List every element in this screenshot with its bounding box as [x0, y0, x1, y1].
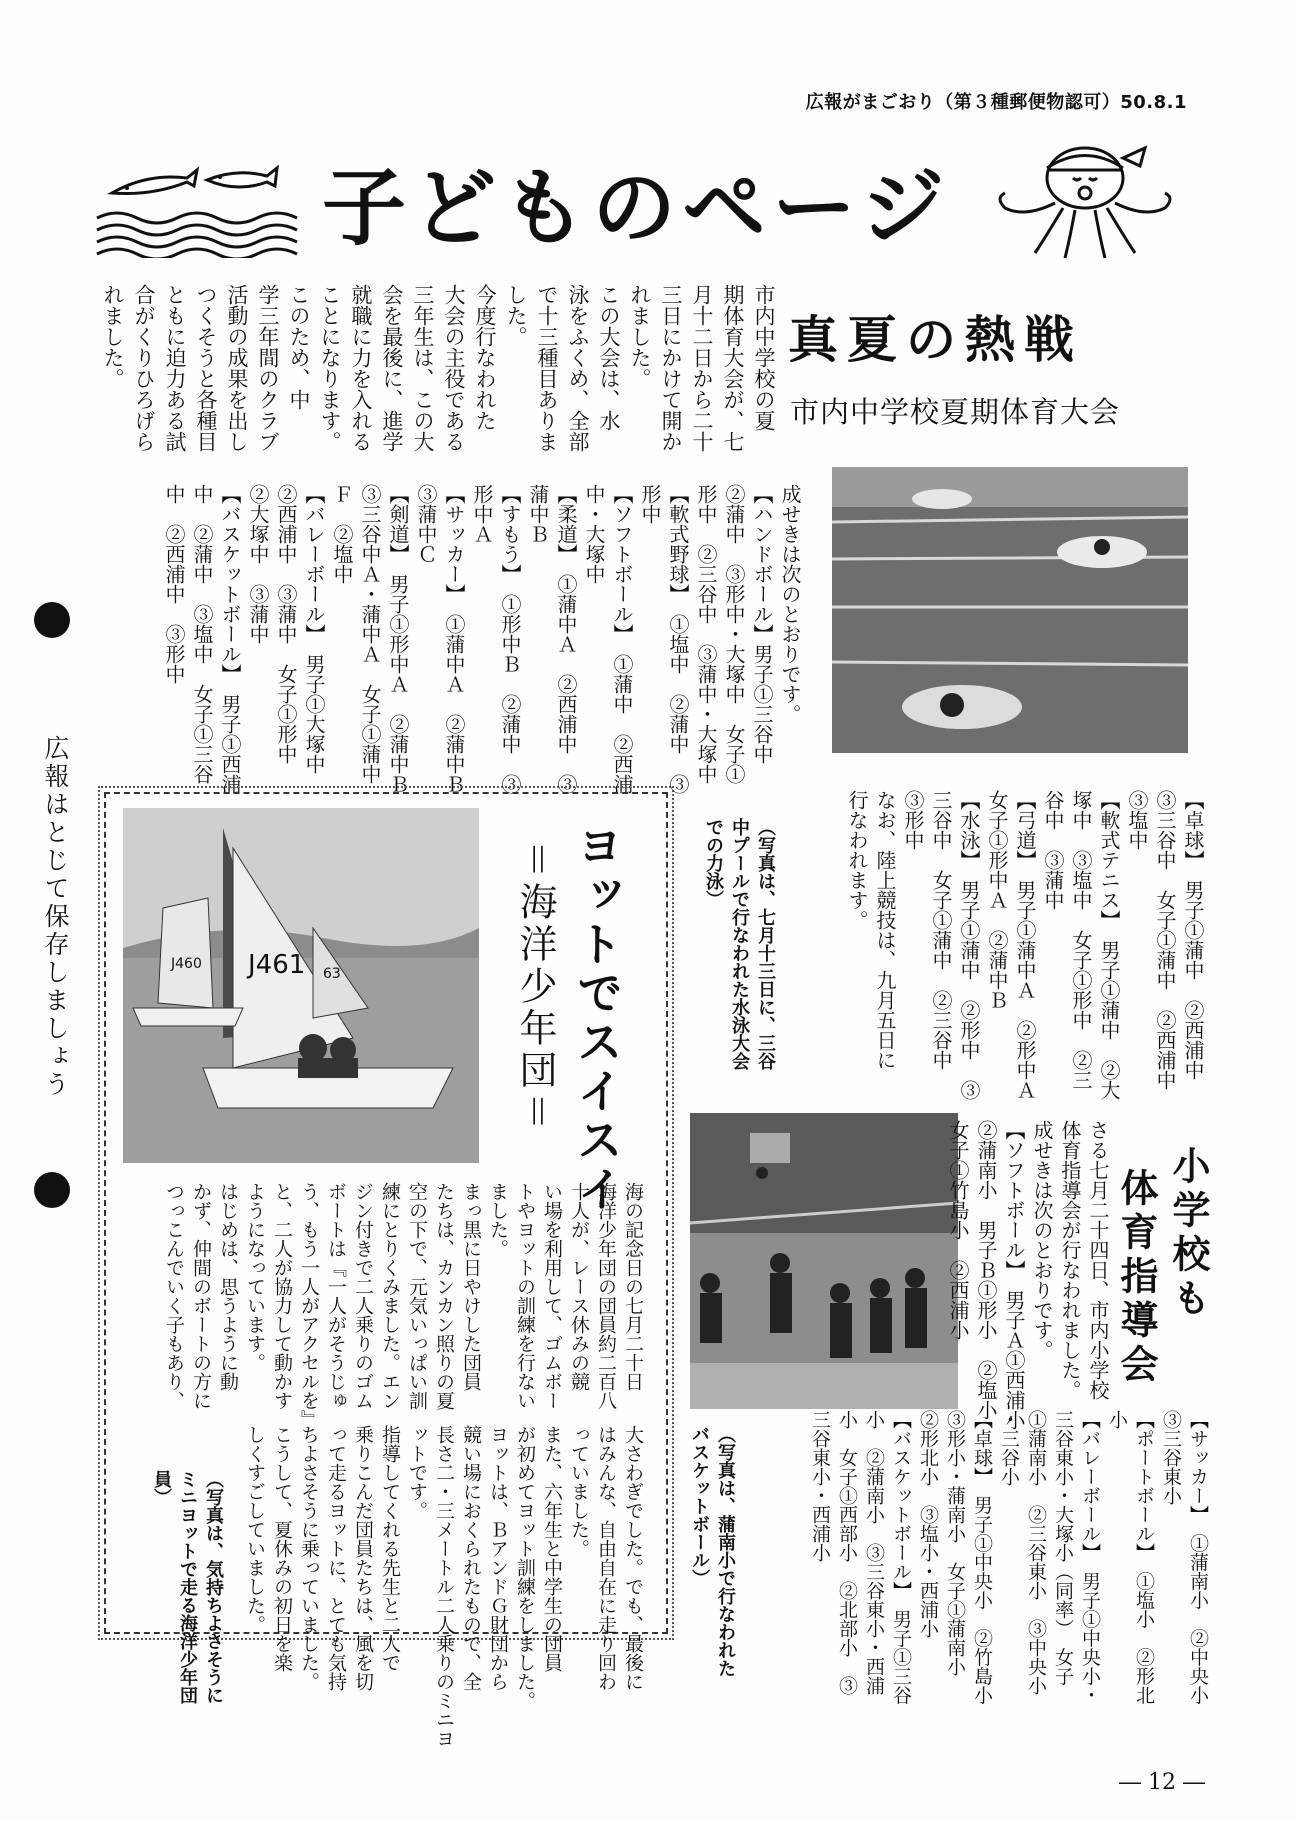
article3-caption-line: （写真は、蒲南小で行なわれた: [715, 1425, 736, 1677]
article2-body-line: ジン付きで二人乗りのゴム: [352, 1182, 374, 1410]
article1-body-line: 学三年間のクラブ: [256, 284, 280, 452]
article2-body-line: 競い場におくられたもので、全: [460, 1425, 482, 1691]
article2-body-line: って走るヨットに、とても気持: [325, 1425, 347, 1691]
article1-result-line: 【すもう】 ①形中Ｂ ②蒲中 ③: [498, 484, 522, 794]
article1-result-line: ③蒲中Ｃ: [414, 484, 438, 564]
article3-title-line1: 小学校も: [1166, 1146, 1210, 1322]
article3-result-line: 小 女子①西部小 ②北部小 ③: [836, 1410, 858, 1695]
article1-body-line: 月十二日から二十: [690, 284, 714, 452]
article1-result-line: ②西浦中 ③蒲中 女子①形中: [274, 484, 298, 764]
article1-body-line: 泳をふくめ、全部: [566, 284, 590, 452]
article3-photo-caption: [688, 1425, 737, 1685]
article2-body-line: い場を利用して、ゴムボー: [541, 1182, 563, 1410]
article3-body-line: 体育指導会が行なわれました。: [1058, 1120, 1082, 1400]
article2-body-line: まっ黒に日やけした団員: [460, 1182, 482, 1391]
article1-result-line: 蒲中Ｂ: [526, 484, 550, 544]
swimming-photo: [832, 467, 1188, 753]
article1-subtitle: 市内中学校夏期体育大会: [790, 395, 1121, 429]
article3-result-line: 【バスケットボール】 男子①三谷: [890, 1410, 912, 1705]
article3-body-line: さる七月二十四日、市内小学校: [1086, 1120, 1110, 1400]
article2-body-line: かず、仲間のボートの方に: [190, 1182, 212, 1410]
article1-result-line: 【ハンドボール】男子①三谷中: [750, 484, 774, 764]
article2-body-line: 海洋少年団の団員約二百八: [595, 1182, 617, 1410]
article1-result-line: 【柔道】 ①蒲中Ａ ②西浦中 ③: [554, 484, 578, 794]
article1-results: [92, 484, 802, 794]
article1-caption-line: での力泳）: [703, 818, 724, 908]
article1-body-line: 会を最後に、進学: [380, 284, 404, 452]
article1-result-line: 形中: [638, 484, 662, 524]
article1-result-line: 中 ②蒲中 ③塩中 女子①三谷: [190, 484, 214, 784]
article2-body-line: こうして、夏休みの初日を楽: [271, 1425, 293, 1672]
article2-body-line: ボートは『一人がそうじゅ: [325, 1182, 347, 1410]
article2-body-line: ヨットは、ＢアンドＧ財団から: [487, 1425, 509, 1691]
sail-number-j460: J460: [171, 956, 202, 972]
article1-body-line: 三年生は、この大: [411, 284, 435, 452]
article3-body-line: 成せきは次のとおりです。: [1030, 1120, 1054, 1360]
article2-body-line: 乗りこんだ団員たちは、風を切: [352, 1425, 374, 1691]
article1-result-line: 【ソフトボール】 ①蒲中 ②西浦: [610, 484, 634, 794]
article1-body-line: このため、中: [287, 284, 311, 410]
article2-body-line: ようになっています。: [244, 1182, 266, 1372]
article3-result-line: 小 ②蒲南小 ③三谷東小・西浦: [863, 1410, 885, 1695]
article3-result-line: ・三谷小: [998, 1410, 1020, 1486]
article1-result2-line: 【軟式テニス】 男子①蒲中 ②大: [1097, 790, 1121, 1100]
article3-result-line: ③形小・蒲南小 女子①蒲南小: [944, 1410, 966, 1676]
article3-body-line: ②蒲南小 男子Ｂ①形小 ②塩小: [974, 1120, 998, 1420]
article1-result2-line: なお、陸上競技は、九月五日に: [873, 790, 897, 1070]
article1-body-line: 期体育大会が、七: [721, 284, 745, 452]
article1-result-line: 形中Ａ: [470, 484, 494, 544]
article1-body-line: つくそうと各種目: [194, 284, 218, 452]
article2-body-line: 空の下で、元気いっぱい訓: [406, 1182, 428, 1410]
article2-title: ヨットでスイスイ: [570, 822, 624, 1214]
article2-body-line: しくすごしていました。: [244, 1425, 266, 1634]
article2-body-line: ちよさそうに乗っていました。: [298, 1425, 320, 1691]
article1-result-line: ②蒲中 ③形中・大塚中 女子①: [722, 484, 746, 784]
article3-body-line: 女子①竹島小 ②西浦小: [946, 1120, 970, 1340]
article3-result-line: 小: [1106, 1410, 1128, 1429]
article1-body-line: ともに迫力ある試: [163, 284, 187, 452]
article1-result2-line: ③形中: [901, 790, 925, 850]
article2-body-line: 十人が、レース休みの競: [568, 1182, 590, 1391]
article3-title-line2: 体育指導会: [1114, 1168, 1158, 1388]
fish-waves-illustration: [92, 158, 302, 258]
article1-result-line: Ｆ ②塩中: [330, 484, 354, 584]
yacht-photo: [123, 808, 479, 1163]
article2-body-line: 練にとりくみました。エン: [379, 1182, 401, 1410]
page-title: 子どものページ: [322, 159, 951, 257]
article1-result-line: 【軟式野球】 ①塩中 ②蒲中 ③: [666, 484, 690, 794]
article3-result-line: 【バレーボール】 男子①中央小・: [1079, 1410, 1101, 1705]
article1-result2-line: 行なわれます。: [845, 790, 869, 930]
masthead: 広報がまごおり（第３種郵便物認可）50.8.1: [805, 92, 1187, 113]
article3-result-line: 【ポートボール】 ①塩小 ②形北: [1133, 1410, 1155, 1705]
article1-result2-line: 女子①形中Ａ ②蒲中Ｂ: [985, 790, 1009, 1010]
article1-result-line: 中 ②西浦中 ③形中: [162, 484, 186, 684]
page-number: ― 12 ―: [1119, 1770, 1205, 1795]
octopus-illustration: [985, 138, 1185, 263]
article1-result2-line: 【水泳】 男子①蒲中 ②形中 ③: [957, 790, 981, 1100]
article2-body-line: が初めてヨット訓練をしました。: [514, 1425, 536, 1710]
article3-results: [755, 1410, 1210, 1710]
article2-body-line: はみんな、自由自在に走り回わ: [595, 1425, 617, 1691]
sail-number-63: 63: [323, 966, 341, 982]
article2-body-line: トやヨットの訓練を行ない: [514, 1182, 536, 1410]
article3-result-line: ①蒲南小 ②三谷東小 ③中央小: [1025, 1410, 1047, 1695]
article1-title-horizontal: 真夏の熱戦: [788, 311, 1083, 369]
article1-result2-line: 谷中 ③蒲中: [1041, 790, 1065, 910]
article1-result-line: 【バレーボール】 男子①大塚中: [302, 484, 326, 774]
article1-result-line: 【バスケットボール】 男子①西浦: [218, 484, 242, 794]
article2-subtitle: ＝海洋少年団＝: [513, 840, 557, 1134]
article2-photo-caption: [150, 1470, 225, 1704]
article3-result-line: ②形北小 ③塩小・西浦小: [917, 1410, 939, 1638]
article1-body-line: した。: [504, 284, 528, 347]
article1-body-line: 合がくりひろげら: [132, 284, 156, 452]
article1-body-line: れました。: [628, 284, 652, 389]
article2-body-line: っていました。: [568, 1425, 590, 1558]
article3-result-line: ③三谷東小: [1160, 1410, 1182, 1505]
article2-caption-line: ミニヨットで走る海洋少年団: [177, 1470, 198, 1704]
article1-caption-line: 中プールで行なわれた水泳大会: [729, 818, 750, 1070]
article1-body-line: 大会の主役である: [442, 284, 466, 452]
article1-body-line: 市内中学校の夏: [752, 284, 776, 431]
article1-result-line: ②大塚中 ③蒲中: [246, 484, 270, 644]
article2-body-line: と、二人が協力して動かす: [271, 1182, 293, 1410]
article2-body-line: はじめは、思うように動: [217, 1182, 239, 1391]
article3-body-line: 【ソフトボール】 男子Ａ①西浦小: [1002, 1120, 1026, 1430]
article1-result2-line: ③三谷中 女子①蒲中 ②西浦中: [1153, 790, 1177, 1090]
article3-result-line: 【サッカー】 ①蒲南小 ②中央小: [1187, 1410, 1209, 1705]
article1-body-line: この大会は、水: [597, 284, 621, 431]
article2-body-line: 海の記念日の七月二十日: [622, 1182, 644, 1391]
article2-body-line: う、もう一人がアクセルを』: [298, 1182, 320, 1429]
article1-result2-line: 塚中 ③塩中 女子①形中 ②三: [1069, 790, 1093, 1090]
article1-result-line: 中・大塚中: [582, 484, 606, 584]
article2-body-line: 大さわぎでした。でも、最後に: [622, 1425, 644, 1691]
article1-result-line: 【サッカー】 ①蒲中Ａ ②蒲中Ｂ: [442, 484, 466, 794]
article1-results-intro: 成せきは次のとおりです。: [778, 484, 802, 724]
article1-results2: [775, 790, 1205, 1110]
binder-hole-bottom: [34, 1172, 70, 1208]
article1-result2-line: 【弓道】 男子①蒲中Ａ ②形中Ａ: [1013, 790, 1037, 1100]
article1-result-line: 【剣道】 男子①形中Ａ ②蒲中Ｂ: [386, 484, 410, 794]
article2-body-line: 指導してくれる先生と二人で: [379, 1425, 401, 1672]
article2-caption-line: （写真は、気持ちよさそうに: [203, 1470, 224, 1704]
article1-body-line: 三日にかけて開か: [659, 284, 683, 452]
article2-body-line: つっこんでいく子もあり、: [163, 1182, 185, 1410]
article2-body-line: ました。: [487, 1182, 509, 1258]
article3-result-line: 三谷東小・西浦小: [809, 1410, 831, 1562]
article1-result-line: ③三谷中Ａ・蒲中Ａ 女子①蒲中: [358, 484, 382, 784]
article2-caption-line: 員）: [151, 1470, 172, 1506]
article1-body-line: 活動の成果を出し: [225, 284, 249, 452]
article1-body-line: ことになります。: [318, 284, 342, 452]
article1-result2-line: 三谷中 女子①蒲中 ②三谷中: [929, 790, 953, 1070]
article3-caption-line: バスケットボール）: [689, 1425, 710, 1587]
article2-body-line: たちは、カンカン照りの夏: [433, 1182, 455, 1410]
article1-result2-line: 【卓球】 男子①蒲中 ②西浦中: [1181, 790, 1205, 1080]
article3-body: [900, 1120, 1110, 1430]
article2-body-line: 長さ二・三メートル二人乗りのミニヨ: [433, 1425, 455, 1748]
margin-note: 広報はとじて保存しましょう: [41, 735, 70, 1099]
article3-result-line: 三谷東小・大塚小（同率） 女子: [1052, 1410, 1074, 1686]
binder-hole-top: [34, 602, 70, 638]
sail-number-j461: J461: [248, 950, 306, 980]
article2-body-line: また、六年生と中学生の団員: [541, 1425, 563, 1672]
article1-caption-line: （写真は、七月十三日に、三谷: [755, 818, 776, 1070]
article1-body-line: れました。: [101, 284, 125, 389]
article1-result2-line: ③塩中: [1125, 790, 1149, 850]
article1-body-line: 今度行なわれた: [473, 284, 497, 431]
article1-body-line: 就職に力を入れる: [349, 284, 373, 452]
article3-result-line: 【卓球】 男子①中央小 ②竹島小: [971, 1410, 993, 1705]
article2-body-line: ットです。: [406, 1425, 428, 1520]
article1-body-line: で十三種目ありま: [535, 284, 559, 452]
article1-result-line: 形中 ②三谷中 ③蒲中・大塚中: [694, 484, 718, 784]
